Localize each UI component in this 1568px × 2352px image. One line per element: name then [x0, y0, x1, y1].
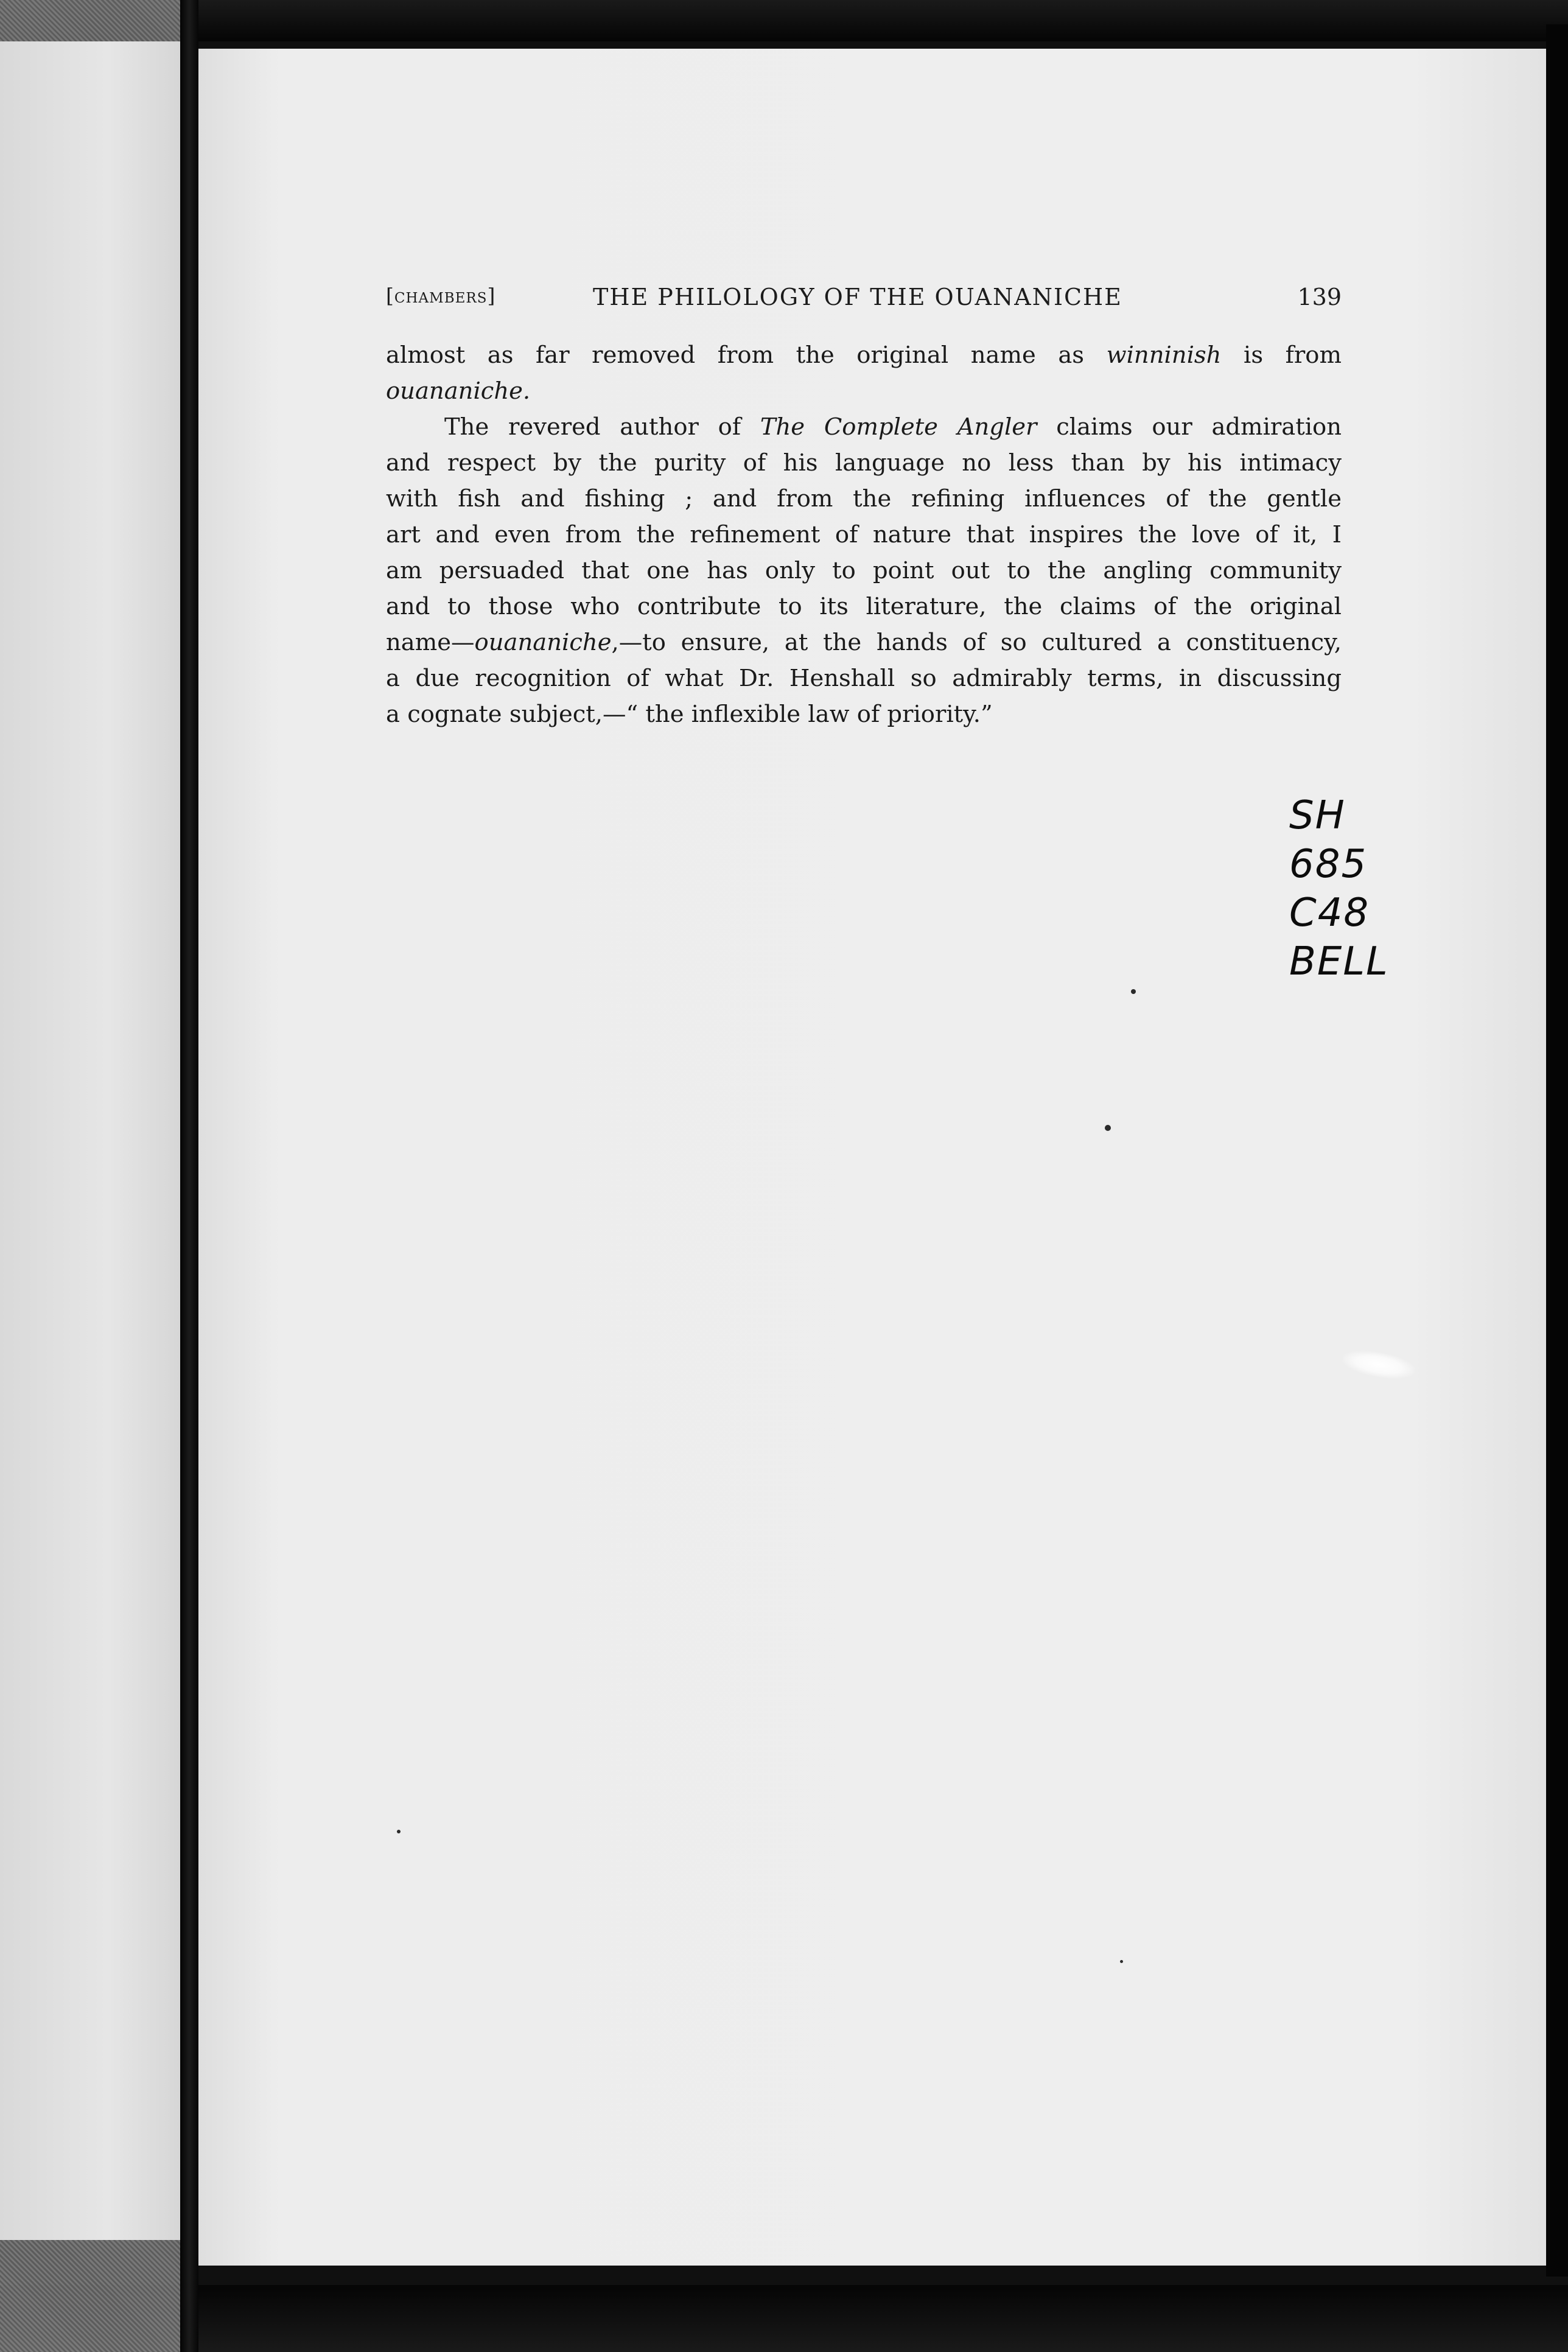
text-run: is from: [1221, 341, 1342, 369]
call-number-line: 685: [1289, 842, 1368, 887]
paragraph: [386, 337, 1342, 409]
running-header: [386, 284, 1342, 319]
handwritten-call-number: [1289, 791, 1447, 986]
text-line: [386, 337, 1342, 373]
text-run: almost as far removed from the original name as: [386, 341, 1107, 369]
text-run: ,—to ensure, at the hands of so cultured a constituency,: [611, 629, 1342, 656]
page-number: 139: [1297, 284, 1342, 310]
text-run: and to those who contribute to its literature, the claims of the original: [386, 593, 1342, 620]
text-line: [386, 409, 1342, 445]
text-run: a cognate subject,—“ the inflexible law of priority.”: [386, 701, 993, 728]
italic-text: winninish: [1106, 341, 1222, 369]
scan-bottom-edge: [0, 2285, 1568, 2352]
text-line: [386, 589, 1342, 625]
text-line: [386, 696, 1342, 732]
italic-text: The Complete Angler: [760, 413, 1037, 441]
binding-tape-top: [0, 0, 183, 41]
body-text: [386, 337, 1342, 732]
text-run: claims our admiration: [1037, 413, 1342, 441]
text-line: [386, 517, 1342, 553]
italic-text: ouananiche: [474, 629, 612, 656]
call-number-line: C48: [1289, 891, 1370, 936]
call-number-line: BELL: [1289, 939, 1389, 984]
text-run: The revered author of: [444, 413, 760, 441]
text-run: and respect by the purity of his language no less than by his intimacy: [386, 449, 1342, 477]
text-run: am persuaded that one has only to point out to the angling community: [386, 557, 1342, 584]
paragraph: [386, 409, 1342, 732]
scan-speck: [397, 1830, 401, 1833]
text-line: [386, 445, 1342, 481]
header-author: [chambers]: [386, 284, 496, 307]
page-right-edge: [1546, 24, 1568, 2277]
scan-speck: [1120, 1960, 1123, 1963]
page-gutter: [180, 0, 198, 2352]
previous-page-edge: [0, 41, 180, 2240]
call-number-line: SH: [1289, 793, 1346, 838]
scan-top-edge: [0, 0, 1568, 41]
text-line: [386, 481, 1342, 517]
text-line: [386, 553, 1342, 589]
binding-tape-bottom: [0, 2240, 183, 2352]
text-line: [386, 625, 1342, 660]
italic-text: ouananiche.: [386, 377, 531, 405]
scan-speck: [1105, 1125, 1111, 1131]
text-run: with fish and fishing ; and from the refining influences of the gentle: [386, 485, 1342, 513]
text-line: [386, 660, 1342, 696]
text-line: [386, 373, 1342, 409]
header-running-title: THE PHILOLOGY OF THE OUANANICHE: [593, 284, 1122, 310]
scan-speck: [1131, 989, 1136, 994]
text-run: name—: [386, 629, 475, 656]
text-run: art and even from the refinement of nature that inspires the love of it, I: [386, 521, 1342, 548]
text-run: a due recognition of what Dr. Henshall so admirably terms, in discussing: [386, 665, 1342, 692]
